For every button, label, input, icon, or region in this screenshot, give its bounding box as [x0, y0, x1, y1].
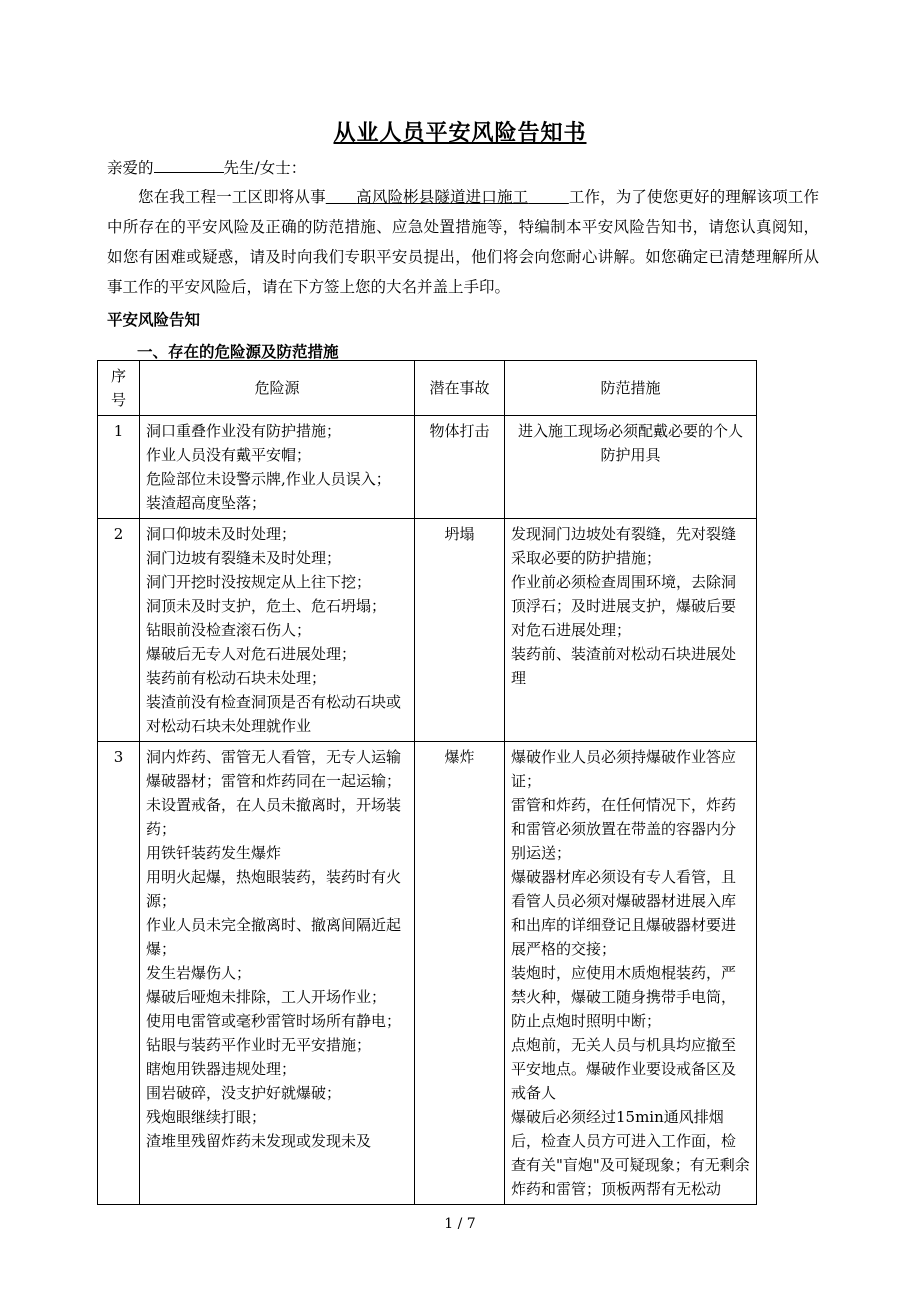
row-no: 3 — [98, 742, 140, 1205]
row-accident: 坍塌 — [415, 519, 505, 742]
intro-after: 工作，为了使您更好的理解该项工作中所存在的平安风险及正确的防范措施、应急处置措施等，特编制本平安风险告知书，请您认真阅知，如您有困难或疑惑，请及时向我们专职平安员提出，他们将会向您耐心讲解。如您确定已清楚理解所从事工作的平安风险后，请在下方签上您的大名并盖上手印。 — [107, 188, 819, 296]
header-measures: 防范措施 — [505, 361, 757, 416]
table-header-row — [98, 361, 757, 416]
row-measures: 进入施工现场必须配戴必要的个人防护用具 — [505, 416, 757, 519]
table-row — [98, 416, 757, 519]
row-measures: 爆破作业人员必须持爆破作业答应证； 雷管和炸药，在任何情况下，炸药和雷管必须放置在带盖的容器内分别运送； 爆破器材库必须设有专人看管，且看管人员必须对爆破器材进展入库和出库的详细登记且爆破器材要进展严格的交接； 装炮时，应使用木质炮棍装药，严禁火种，爆破工随身携带手电筒，防止点炮时照明中断； 点炮前，无关人员与机具均应撤至平安地点。爆破作业要设戒备区及戒备人 爆破后必须经过15min通风排烟后，检查人员方可进入工作面，检查有关"盲炮"及可疑现象；有无剩余炸药和雷管；顶板两帮有无松动 — [505, 742, 757, 1205]
intro-paragraph — [107, 182, 819, 302]
document-title: 从业人员平安风险告知书 — [333, 121, 587, 146]
greeting-line — [107, 156, 306, 178]
row-accident: 爆炸 — [415, 742, 505, 1205]
intro-before: 您在我工程一工区即将从事 — [138, 188, 326, 206]
page-number: 1 / 7 — [444, 1216, 476, 1232]
table-row — [98, 519, 757, 742]
risk-table — [97, 360, 757, 1205]
table-row — [98, 742, 757, 1205]
name-blank — [154, 158, 224, 173]
header-accident: 潜在事故 — [415, 361, 505, 416]
row-accident: 物体打击 — [415, 416, 505, 519]
header-hazard: 危险源 — [140, 361, 415, 416]
row-hazards: 洞口仰坡未及时处理； 洞门边坡有裂缝未及时处理； 洞门开挖时没按规定从上往下挖； 洞顶未及时支护，危土、危石坍塌； 钻眼前没检查滚石伤人； 爆破后无专人对危石进展处理； 装药前有松动石块未处理； 装渣前没有检查洞顶是否有松动石块或对松动石块未处理就作业 — [140, 519, 415, 742]
header-no: 序号 — [98, 361, 140, 416]
row-hazards: 洞口重叠作业没有防护措施； 作业人员没有戴平安帽； 危险部位未设警示牌,作业人员误入； 装渣超高度坠落； — [140, 416, 415, 519]
row-no: 2 — [98, 519, 140, 742]
greeting-prefix: 亲爱的 — [107, 159, 154, 177]
subsection-heading: 一、存在的危险源及防范措施 — [137, 343, 339, 361]
section-heading: 平安风险告知 — [107, 311, 201, 329]
intro-work: 高风险彬县隧道进口施工 — [356, 188, 529, 206]
row-measures: 发现洞门边坡处有裂缝，先对裂缝采取必要的防护措施； 作业前必须检查周围环境，去除洞顶浮石；及时进展支护，爆破后要对危石进展处理； 装药前、装渣前对松动石块进展处理 — [505, 519, 757, 742]
greeting-suffix: 先生/女士： — [223, 159, 307, 177]
row-no: 1 — [98, 416, 140, 519]
row-hazards: 洞内炸药、雷管无人看管，无专人运输爆破器材；雷管和炸药同在一起运输； 未设置戒备，在人员未撤离时，开场装药； 用铁钎装药发生爆炸 用明火起爆，热炮眼装药，装药时有火源； 作业人员未完全撤离时、撤离间隔近起爆； 发生岩爆伤人； 爆破后哑炮未排除，工人开场作业； 使用电雷管或毫秒雷管时场所有静电； 钻眼与装药平作业时无平安措施； 瞎炮用铁器违规处理； 围岩破碎，没支护好就爆破； 残炮眼继续打眼； 渣堆里残留炸药未发现或发现未及 — [140, 742, 415, 1205]
